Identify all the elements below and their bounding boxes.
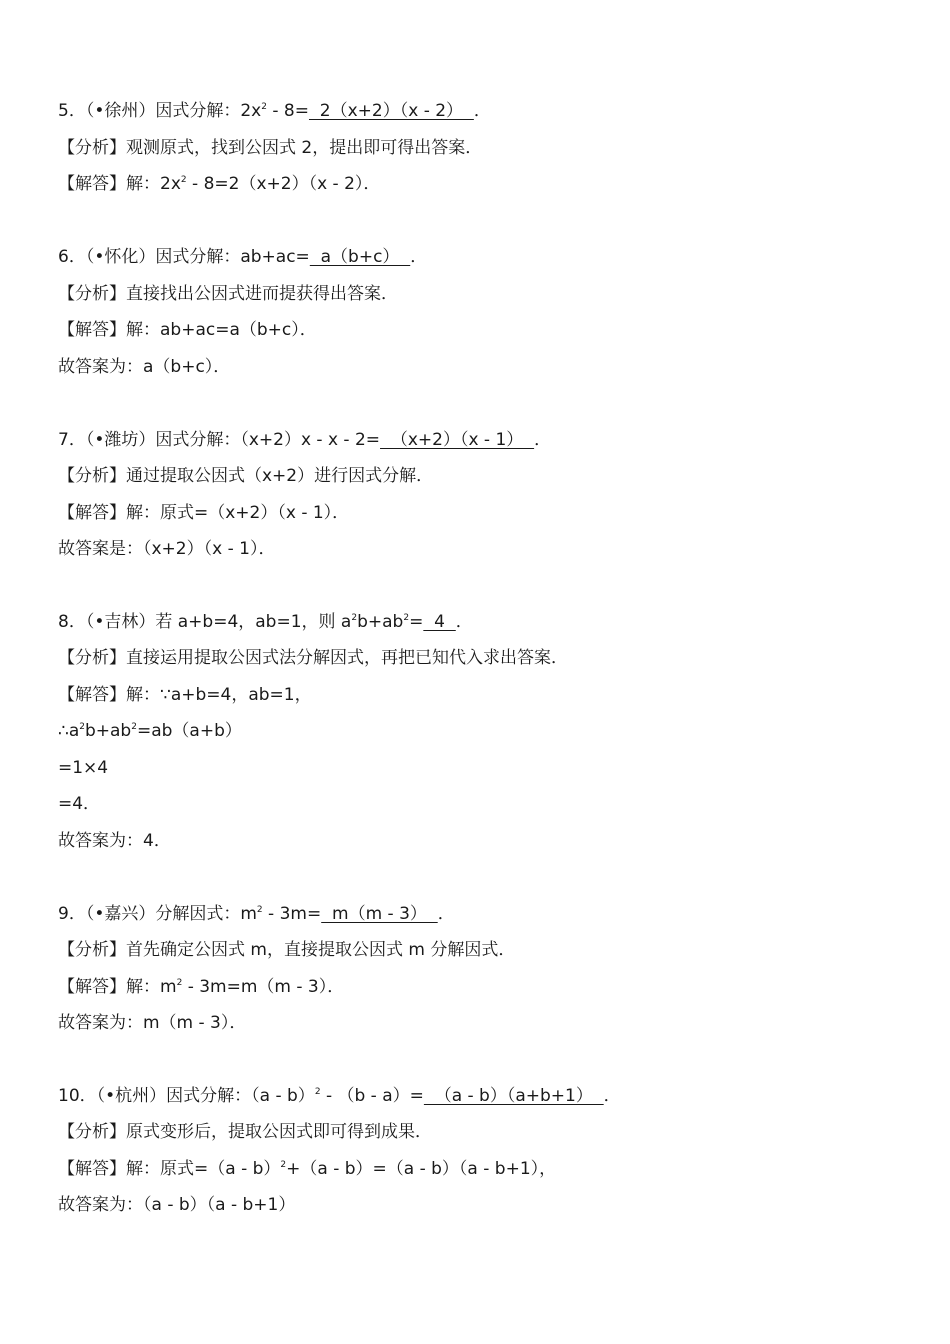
problem-5-analysis: 【分析】观测原式，找到公因式 2，提出即可得出答案． [58, 138, 483, 158]
question-text: ． [603, 1086, 621, 1106]
problem-7-solution: 【解答】解：原式=（x+2）（x - 1）． [58, 503, 350, 523]
answer-blank: 4 [423, 612, 456, 632]
problem-6-final-answer: 故答案为：a（b+c）． [58, 357, 231, 377]
problem-8-step-2: =1×4 [58, 758, 109, 778]
solution-text: 【解答】解：原式=（a - b） [58, 1159, 281, 1179]
problem-5-question [58, 100, 491, 122]
superscript: 2 [351, 613, 358, 623]
question-text: 7．（•潍坊）因式分解：（x+2）x - x - 2= [58, 430, 381, 450]
question-text: 5．（•徐州）因式分解：2x [58, 101, 262, 121]
step-text: =ab（a+b） [136, 721, 242, 741]
question-text: - 3m= [262, 904, 322, 924]
question-text: 8．（•吉林）若 a+b=4，ab=1，则 a [58, 612, 352, 632]
problem-10-question [58, 1085, 621, 1107]
problem-8-final-answer: 故答案为：4． [58, 831, 171, 851]
problem-9-solution [58, 976, 344, 998]
solution-text: +（a - b）=（a - b）（a - b+1）， [286, 1159, 557, 1179]
question-text: = [409, 612, 424, 632]
problem-7-analysis: 【分析】通过提取公因式（x+2）进行因式分解． [58, 466, 434, 486]
question-text: ． [410, 247, 428, 267]
step-text: b+ab [84, 721, 132, 741]
answer-blank: m（m - 3） [321, 904, 438, 924]
superscript: 2 [403, 613, 410, 623]
problem-6-solution: 【解答】解：ab+ac=a（b+c）． [58, 320, 317, 340]
question-text: 9．（•嘉兴）分解因式：m [58, 904, 257, 924]
answer-blank: a（b+c） [309, 247, 411, 267]
problem-9-analysis: 【分析】首先确定公因式 m，直接提取公因式 m 分解因式． [58, 940, 516, 960]
question-text: - （b - a）= [320, 1086, 424, 1106]
problem-10-solution [58, 1158, 556, 1180]
answer-blank: （x+2）（x - 1） [380, 430, 535, 450]
problem-8-analysis: 【分析】直接运用提取公因式法分解因式，再把已知代入求出答案． [58, 648, 568, 668]
problem-6-analysis: 【分析】直接找出公因式进而提获得出答案． [58, 284, 398, 304]
problem-8-step-3: =4． [58, 794, 101, 814]
problem-10-final-answer: 故答案为：（a - b）（a - b+1） [58, 1195, 296, 1215]
superscript: 2 [176, 978, 183, 988]
problem-6-question [58, 246, 427, 268]
problem-8-solution: 【解答】解：∵a+b=4，ab=1， [58, 685, 312, 705]
superscript: 2 [261, 102, 267, 112]
answer-blank: （a - b）（a+b+1） [423, 1086, 604, 1106]
superscript: 2 [180, 175, 187, 185]
question-text: b+ab [357, 612, 404, 632]
problem-7-question [58, 429, 551, 451]
question-text: 10．（•杭州）因式分解：（a - b） [58, 1086, 315, 1106]
question-text: ． [473, 101, 491, 121]
superscript: 2 [314, 1087, 321, 1097]
problem-8-question [58, 611, 473, 633]
problem-5-solution [58, 173, 380, 195]
problem-7-final-answer: 故答案是：（x+2）（x - 1）． [58, 539, 276, 559]
superscript: 2 [256, 905, 263, 915]
solution-text: - 8=2（x+2）（x - 2）． [186, 174, 381, 194]
step-text: ∴a [58, 721, 80, 741]
solution-text: 【解答】解：m [58, 977, 177, 997]
question-text: - 8= [266, 101, 309, 121]
answer-blank: 2（x+2）（x - 2） [308, 101, 474, 121]
problem-9-question [58, 903, 455, 925]
problem-9-final-answer: 故答案为：m（m - 3）． [58, 1013, 247, 1033]
problem-8-step-1 [58, 720, 242, 742]
solution-text: 【解答】解：2x [58, 174, 181, 194]
superscript: 2 [131, 722, 137, 732]
question-text: ． [534, 430, 552, 450]
superscript: 2 [280, 1160, 287, 1170]
question-text: 6．（•怀化）因式分解：ab+ac= [58, 247, 310, 267]
solution-text: - 3m=m（m - 3）． [182, 977, 345, 997]
superscript: 2 [79, 722, 85, 732]
problem-10-analysis: 【分析】原式变形后，提取公因式即可得到成果． [58, 1122, 432, 1142]
question-text: ． [437, 904, 455, 924]
question-text: ． [455, 612, 473, 632]
